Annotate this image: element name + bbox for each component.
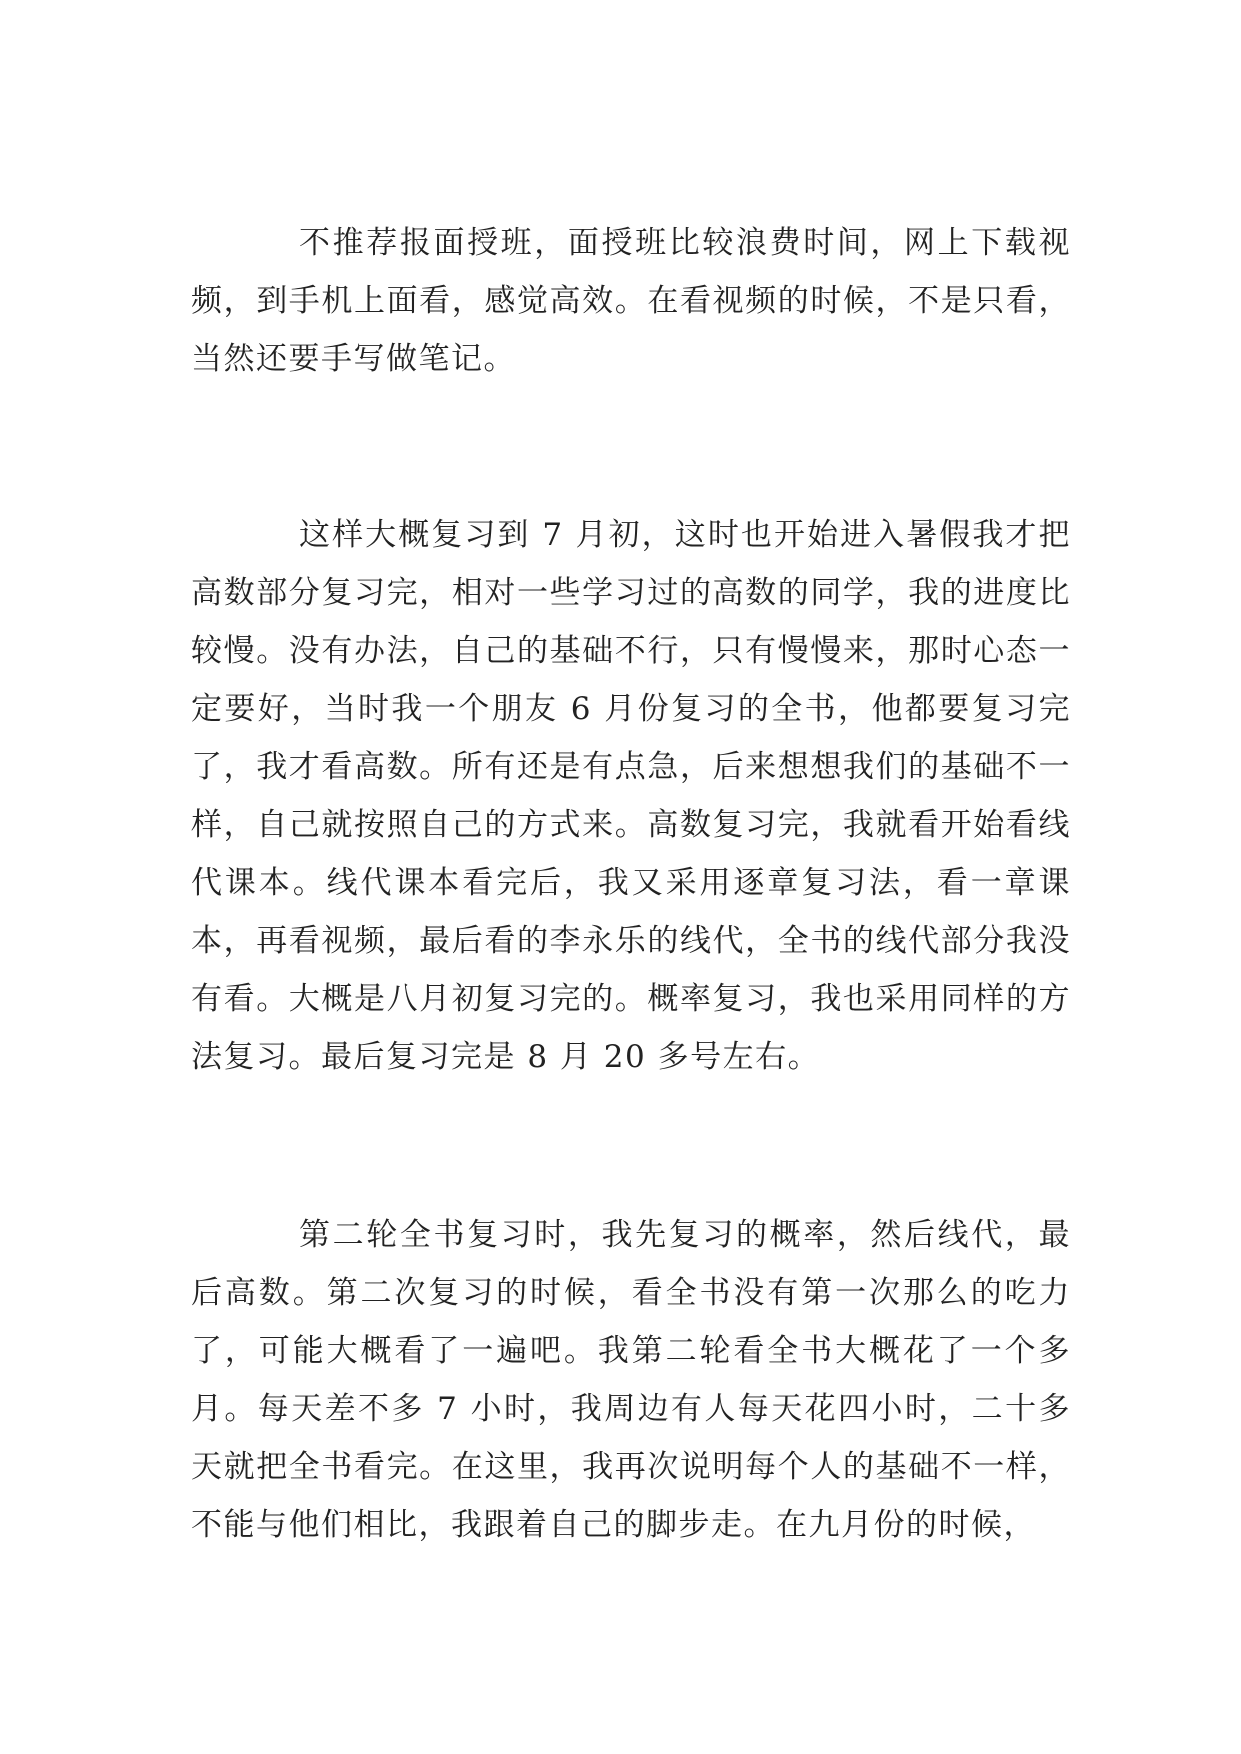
- paragraph-3: 第二轮全书复习时，我先复习的概率，然后线代，最后高数。第二次复习的时候，看全书没有第一次那么的吃力了，可能大概看了一遍吧。我第二轮看全书大概花了一个多月。每天差不多 7 小时，我周边有人每天花四小时，二十多天就把全书看完。在这里，我再次说明每个人的基础不一样，不能与他们相比，我跟着自己的脚步走。在九月份的时候，: [191, 1217, 1071, 1543]
- paragraph-2: 这样大概复习到 7 月初，这时也开始进入暑假我才把高数部分复习完，相对一些学习过的高数的同学，我的进度比较慢。没有办法，自己的基础不行，只有慢慢来，那时心态一定要好，当时我一个朋友 6 月份复习的全书，他都要复习完了，我才看高数。所有还是有点急，后来想想我们的基础不一样，自己就按照自己的方式来。高数复习完，我就看开始看线代课本。线代课本看完后，我又采用逐章复习法，看一章课本，再看视频，最后看的李永乐的线代，全书的线代部分我没有看。大概是八月初复习完的。概率复习，我也采用同样的方法复习。最后复习完是 8 月 20 多号左右。: [191, 517, 1071, 1075]
- paragraph-1: 不推荐报面授班，面授班比较浪费时间，网上下载视频，到手机上面看，感觉高效。在看视频的时候，不是只看，当然还要手写做笔记。: [191, 225, 1071, 377]
